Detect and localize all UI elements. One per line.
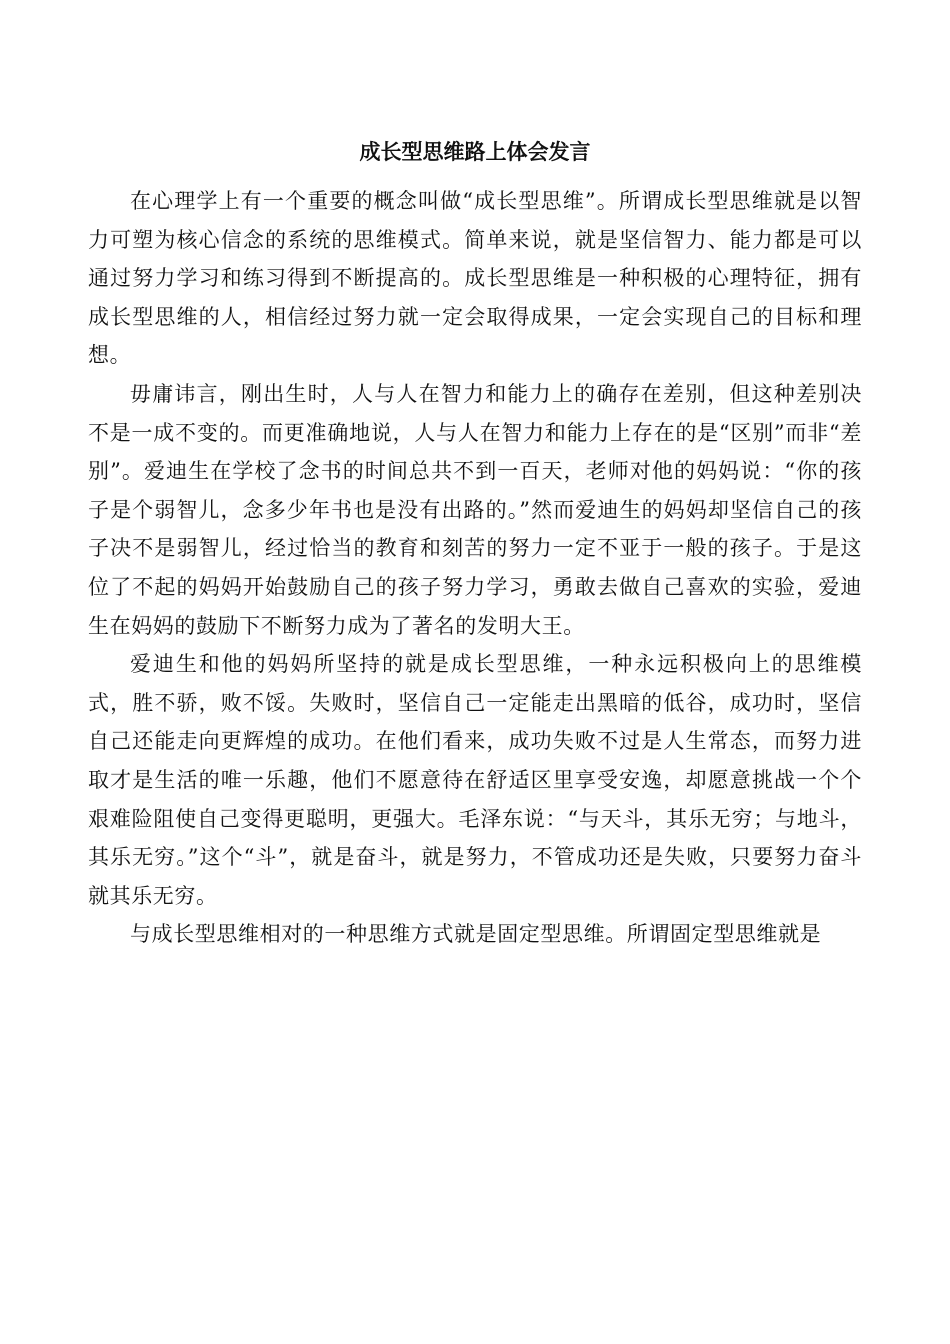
paragraph-4: 与成长型思维相对的一种思维方式就是固定型思维。所谓固定型思维就是 (130, 922, 822, 947)
paragraph-1: 在心理学上有一个重要的概念叫做“成长型思维”。所谓成长型思维就是以智力可塑为核心信念的系统的思维模式。简单来说，就是坚信智力、能力都是可以通过努力学习和练习得到不断提高的。成长型思维是一种积极的心理特征，拥有成长型思维的人，相信经过努力就一定会取得成果，一定会实现自己的目标和理想。 (88, 189, 862, 368)
document-title: 成长型思维路上体会发言 (359, 139, 591, 164)
paragraph-3: 爱迪生和他的妈妈所坚持的就是成长型思维，一种永远积极向上的思维模式，胜不骄，败不馁。失败时，坚信自己一定能走出黑暗的低谷，成功时，坚信自己还能走向更辉煌的成功。在他们看来，成功失败不过是人生常态，而努力进取才是生活的唯一乐趣，他们不愿意待在舒适区里享受安逸，却愿意挑战一个个艰难险阻使自己变得更聪明，更强大。毛泽东说：“与天斗，其乐无穷；与地斗，其乐无穷。”这个“斗”，就是奋斗，就是努力，不管成功还是失败，只要努力奋斗就其乐无穷。 (88, 652, 862, 908)
paragraph-2: 毋庸讳言，刚出生时，人与人在智力和能力上的确存在差别，但这种差别决不是一成不变的。而更准确地说，人与人在智力和能力上存在的是“区别”而非“差别”。爱迪生在学校了念书的时间总共不到一百天，老师对他的妈妈说：“你的孩子是个弱智儿，念多少年书也是没有出路的。”然而爱迪生的妈妈却坚信自己的孩子决不是弱智儿，经过恰当的教育和刻苦的努力一定不亚于一般的孩子。于是这位了不起的妈妈开始鼓励自己的孩子努力学习，勇敢去做自己喜欢的实验，爱迪生在妈妈的鼓励下不断努力成为了著名的发明大王。 (88, 381, 862, 638)
document-body (88, 182, 862, 954)
